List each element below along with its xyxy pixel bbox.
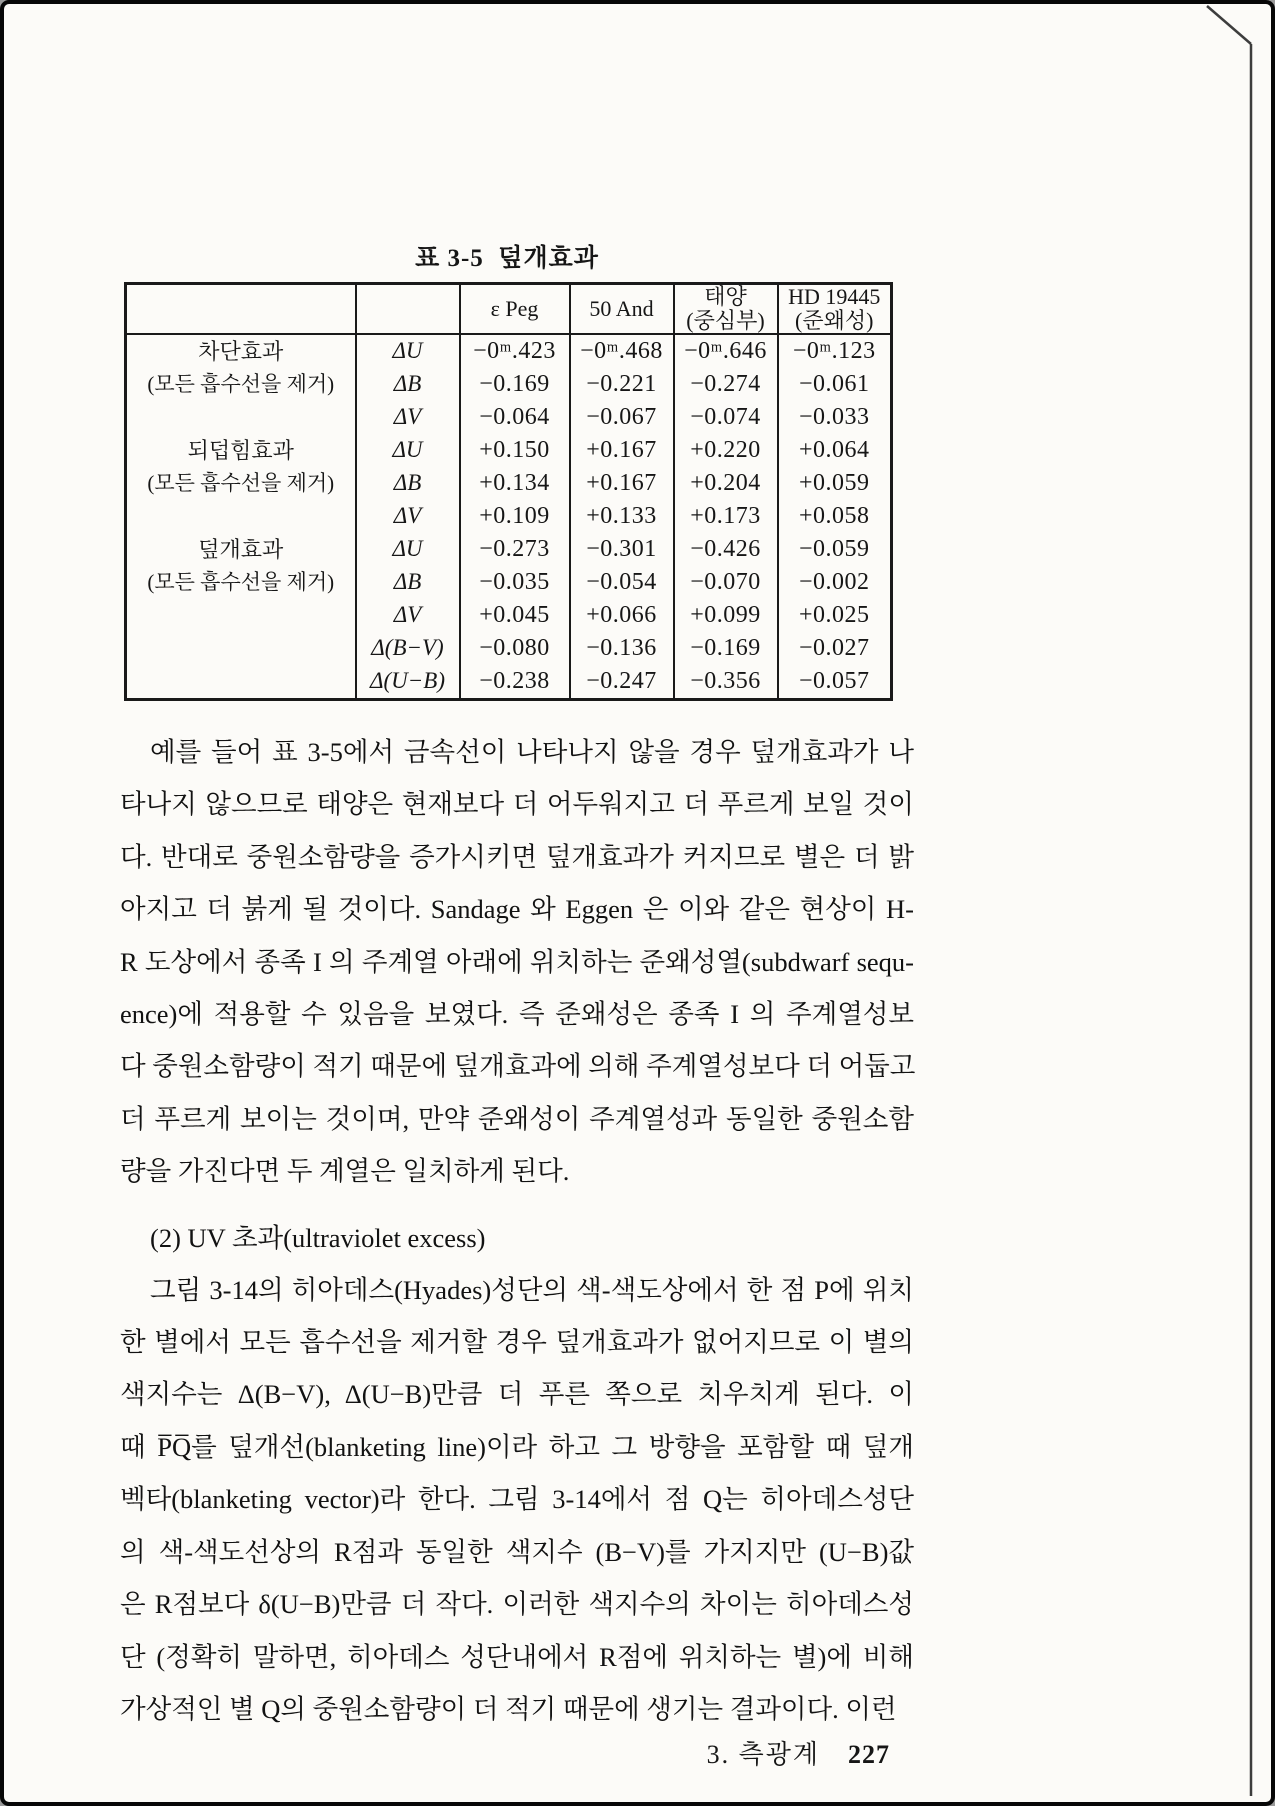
header-sun <box>674 284 778 334</box>
group-name: 되덥힘효과 <box>187 437 294 463</box>
value-cell: −0.247 <box>570 665 674 700</box>
table-body <box>126 334 892 700</box>
value-cell: −0.027 <box>778 632 892 665</box>
header-50-and <box>570 284 674 334</box>
text-line: 의 색-색도선상의 R점과 동일한 색지수 (B−V)를 가지지만 (U−B)값 <box>120 1536 914 1567</box>
group-sub-label: (모든 흡수선을 제거) <box>147 569 335 594</box>
section-heading-uv-excess: (2) UV 초과(ultraviolet excess) <box>150 1222 486 1253</box>
text-line: R 도상에서 종족 I 의 주계열 아래에 위치하는 준왜성열(subdwarf sequ- <box>120 946 914 977</box>
text-line: 한 별에서 모든 흡수선을 제거할 경우 덮개효과가 없어지므로 이 별의 <box>120 1327 914 1358</box>
body-text <box>120 726 914 1735</box>
value-cell: −0.061 <box>778 368 892 401</box>
value-cell: +0.204 <box>674 467 778 500</box>
header-empty-qty-col <box>356 284 460 334</box>
header-eps-peg <box>460 284 570 334</box>
value-cell: +0.167 <box>570 434 674 467</box>
text-line: 량을 가진다면 두 계열은 일치하게 된다. <box>120 1156 570 1187</box>
value-cell: −0.169 <box>460 368 570 401</box>
text-line: 색지수는 Δ(B−V), Δ(U−B)만큼 더 푸른 쪽으로 치우치게 된다. 이 <box>120 1379 914 1410</box>
text-line: 벡타(blanketing vector)라 한다. 그림 3-14에서 점 Q는 히아데스성단 <box>120 1484 914 1515</box>
row-group-backwarming-effect <box>126 434 356 533</box>
value-cell: +0.045 <box>460 599 570 632</box>
value-cell: +0.109 <box>460 500 570 533</box>
value-cell: −0ᵐ.423 <box>460 334 570 368</box>
value-cell: −0.169 <box>674 632 778 665</box>
quantity-label: ΔU <box>356 434 460 467</box>
group-name: 차단효과 <box>198 338 284 364</box>
value-cell: +0.064 <box>778 434 892 467</box>
table-row <box>126 334 892 368</box>
text-line: 다. 반대로 중원소함량을 증가시키면 덮개효과가 커지므로 별은 더 밝 <box>120 841 914 872</box>
table-header <box>126 284 892 334</box>
value-cell: −0ᵐ.468 <box>570 334 674 368</box>
value-cell: −0.301 <box>570 533 674 566</box>
value-cell: −0.002 <box>778 566 892 599</box>
table-row <box>126 434 892 467</box>
quantity-label: ΔV <box>356 401 460 434</box>
value-cell: −0ᵐ.646 <box>674 334 778 368</box>
value-cell: +0.059 <box>778 467 892 500</box>
value-cell: −0.238 <box>460 665 570 700</box>
page-edge-decoration <box>1181 4 1271 1802</box>
value-cell: −0.057 <box>778 665 892 700</box>
group-name: 덮개효과 <box>198 536 284 562</box>
value-cell: −0.356 <box>674 665 778 700</box>
value-cell: −0.274 <box>674 368 778 401</box>
value-cell: +0.099 <box>674 599 778 632</box>
row-group-blanketing-effect <box>126 533 356 700</box>
text-line: 다 중원소함량이 적기 때문에 덮개효과에 의해 주계열성보다 더 어둡고 <box>120 1051 916 1082</box>
footer-chapter-label: 3. 측광계 <box>706 1740 820 1769</box>
value-cell: −0.070 <box>674 566 778 599</box>
text-line: 그림 3-14의 히아데스(Hyades)성단의 색-색도상에서 한 점 P에 위치 <box>150 1274 914 1305</box>
value-cell: −0.067 <box>570 401 674 434</box>
quantity-label: ΔV <box>356 599 460 632</box>
value-cell: −0.074 <box>674 401 778 434</box>
header-hd19445 <box>778 284 892 334</box>
value-cell: −0.273 <box>460 533 570 566</box>
value-cell: +0.058 <box>778 500 892 533</box>
text-line: 예를 들어 표 3-5에서 금속선이 나타나지 않을 경우 덮개효과가 나 <box>150 737 914 767</box>
quantity-label: Δ(B−V) <box>356 632 460 665</box>
header-text-line2: (중심부) <box>686 307 765 333</box>
quantity-label: ΔB <box>356 467 460 500</box>
text-line: 단 (정확히 말하면, 히아데스 성단내에서 R점에 위치하는 별)에 비해 <box>120 1641 914 1672</box>
page-number: 227 <box>848 1740 890 1769</box>
header-text: ε Peg <box>490 295 539 321</box>
quantity-label: ΔU <box>356 533 460 566</box>
blanketing-effect-table <box>124 282 893 701</box>
value-cell: +0.150 <box>460 434 570 467</box>
quantity-label: ΔB <box>356 566 460 599</box>
table-title: 표 3-5 덮개효과 <box>415 245 599 272</box>
value-cell: −0.136 <box>570 632 674 665</box>
value-cell: +0.025 <box>778 599 892 632</box>
text-line: 가상적인 별 Q의 중원소함량이 더 적기 때문에 생기는 결과이다. 이런 <box>120 1693 897 1724</box>
value-cell: −0.035 <box>460 566 570 599</box>
value-cell: −0.080 <box>460 632 570 665</box>
value-cell: −0.221 <box>570 368 674 401</box>
value-cell: −0ᵐ.123 <box>778 334 892 368</box>
value-cell: +0.220 <box>674 434 778 467</box>
quantity-label: ΔU <box>356 334 460 368</box>
table-header-row <box>126 284 892 334</box>
paragraph-blanketing-discussion <box>120 726 914 1198</box>
value-cell: +0.066 <box>570 599 674 632</box>
value-cell: +0.134 <box>460 467 570 500</box>
row-group-blocking-effect <box>126 334 356 434</box>
group-sub-label: (모든 흡수선을 제거) <box>147 371 335 396</box>
quantity-label: ΔV <box>356 500 460 533</box>
text-line: 더 푸르게 보이는 것이며, 만약 준왜성이 주계열성과 동일한 중원소함 <box>120 1103 914 1134</box>
text-line: 아지고 더 붉게 될 것이다. Sandage 와 Eggen 은 이와 같은 현상이 H- <box>120 894 914 925</box>
header-text-line1: 태양 <box>704 284 747 309</box>
header-empty-label-col <box>126 284 356 334</box>
quantity-label: Δ(U−B) <box>356 665 460 700</box>
value-cell: +0.167 <box>570 467 674 500</box>
value-cell: −0.033 <box>778 401 892 434</box>
value-cell: +0.133 <box>570 500 674 533</box>
page-footer <box>124 1734 890 1771</box>
table-row <box>126 533 892 566</box>
header-text-line1: HD 19445 <box>788 284 881 309</box>
value-cell: −0.426 <box>674 533 778 566</box>
group-sub-label: (모든 흡수선을 제거) <box>147 470 335 495</box>
header-text: 50 And <box>589 295 654 321</box>
text-line: 은 R점보다 δ(U−B)만큼 더 작다. 이러한 색지수의 차이는 히아데스성 <box>120 1589 914 1620</box>
value-cell: −0.059 <box>778 533 892 566</box>
page-corner-fold-line <box>1207 6 1251 44</box>
text-line: 때 P̅Q̅를 덮개선(blanketing line)이라 하고 그 방향을 포함할 때 덮개 <box>120 1431 914 1462</box>
quantity-label: ΔB <box>356 368 460 401</box>
text-line: ence)에 적용할 수 있음을 보였다. 즉 준왜성은 종족 I 의 주계열성보 <box>120 999 914 1030</box>
value-cell: −0.064 <box>460 401 570 434</box>
header-text-line2: (준왜성) <box>795 307 874 333</box>
value-cell: +0.173 <box>674 500 778 533</box>
value-cell: −0.054 <box>570 566 674 599</box>
text-line: 타나지 않으므로 태양은 현재보다 더 어두워지고 더 푸르게 보일 것이 <box>120 789 914 820</box>
paragraph-uv-excess <box>120 1264 914 1736</box>
